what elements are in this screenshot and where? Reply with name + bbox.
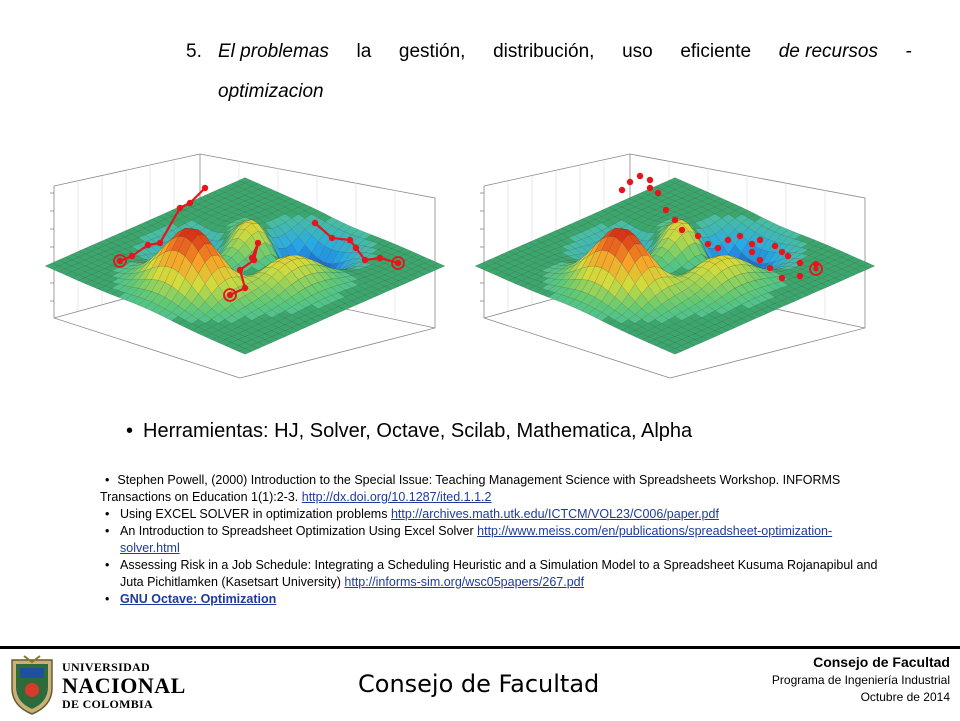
reference-item [100,523,880,557]
reference-item [100,557,880,591]
bullet-dot: • [126,420,134,442]
title-word: uso [622,41,653,62]
title-word: - [905,41,912,62]
coat-of-arms-icon [6,654,58,716]
footer-info-program: Programa de Ingeniería Industrial [771,673,950,687]
slide-title [186,32,912,112]
reference-text: Using EXCEL SOLVER in optimization problems [120,507,388,521]
surface-plot-right [470,148,900,388]
references-list [100,472,880,608]
footer-info [772,654,950,704]
reference-item [100,472,880,506]
reference-item [100,506,880,523]
logo-line-3: DE COLOMBIA [62,697,153,711]
title-word: eficiente [680,41,752,62]
bullet-dot: • [105,524,110,538]
footer-divider [0,646,960,649]
title-number: 5. El problemas [186,41,329,62]
surface-plot-left [40,148,455,388]
bullet-dot: • [105,507,110,521]
footer-info-title: Consejo de Facultad [813,654,950,670]
bullet-dot: • [105,592,110,606]
reference-link[interactable]: http://informs-sim.org/wsc05papers/267.pdf [344,575,585,589]
title-word: gestión, [398,41,466,62]
logo-line-1: UNIVERSIDAD [62,660,150,674]
reference-text: An Introduction to Spreadsheet Optimization Using Excel Solver [120,524,474,538]
title-word: la [356,41,372,62]
reference-link[interactable]: http://dx.doi.org/10.1287/ited.1.1.2 [301,490,492,504]
bullet-dot: • [105,558,110,572]
reference-link[interactable]: GNU Octave: Optimization [120,592,277,606]
title-line-2: optimizacion [218,81,324,102]
university-name [62,660,186,712]
bullet-dot: • [105,473,110,487]
tools-text: Herramientas: HJ, Solver, Octave, Scilab, Mathematica, Alpha [143,420,693,442]
reference-item [100,591,880,608]
title-word: distribución, [493,41,595,62]
reference-text: Assessing Risk in a Job Schedule: Integrating a Scheduling Heuristic and a Simulation Model to a Spreadsheet Kusuma Rojanapibul and Juta Pichitlamken (Kasetsart University) [120,558,878,589]
reference-link[interactable]: http://www.meiss.com/en/publications/spreadsheet-optimization-solver.html [120,524,833,555]
logo-line-2: NACIONAL [62,673,186,698]
tools-bullet [126,420,692,443]
title-word: de recursos [778,41,878,62]
surface-plots [40,148,920,388]
title-line-1 [186,32,912,72]
footer-info-date: Octubre de 2014 [860,690,950,704]
footer-center-title: Consejo de Facultad [358,670,600,698]
reference-text: Stephen Powell, (2000) Introduction to the Special Issue: Teaching Management Science with Spreadsheets Workshop. INFORMS Transactions on Education 1(1):2-3. [100,473,841,504]
reference-link[interactable]: http://archives.math.utk.edu/ICTCM/VOL23/C006/paper.pdf [390,507,719,521]
